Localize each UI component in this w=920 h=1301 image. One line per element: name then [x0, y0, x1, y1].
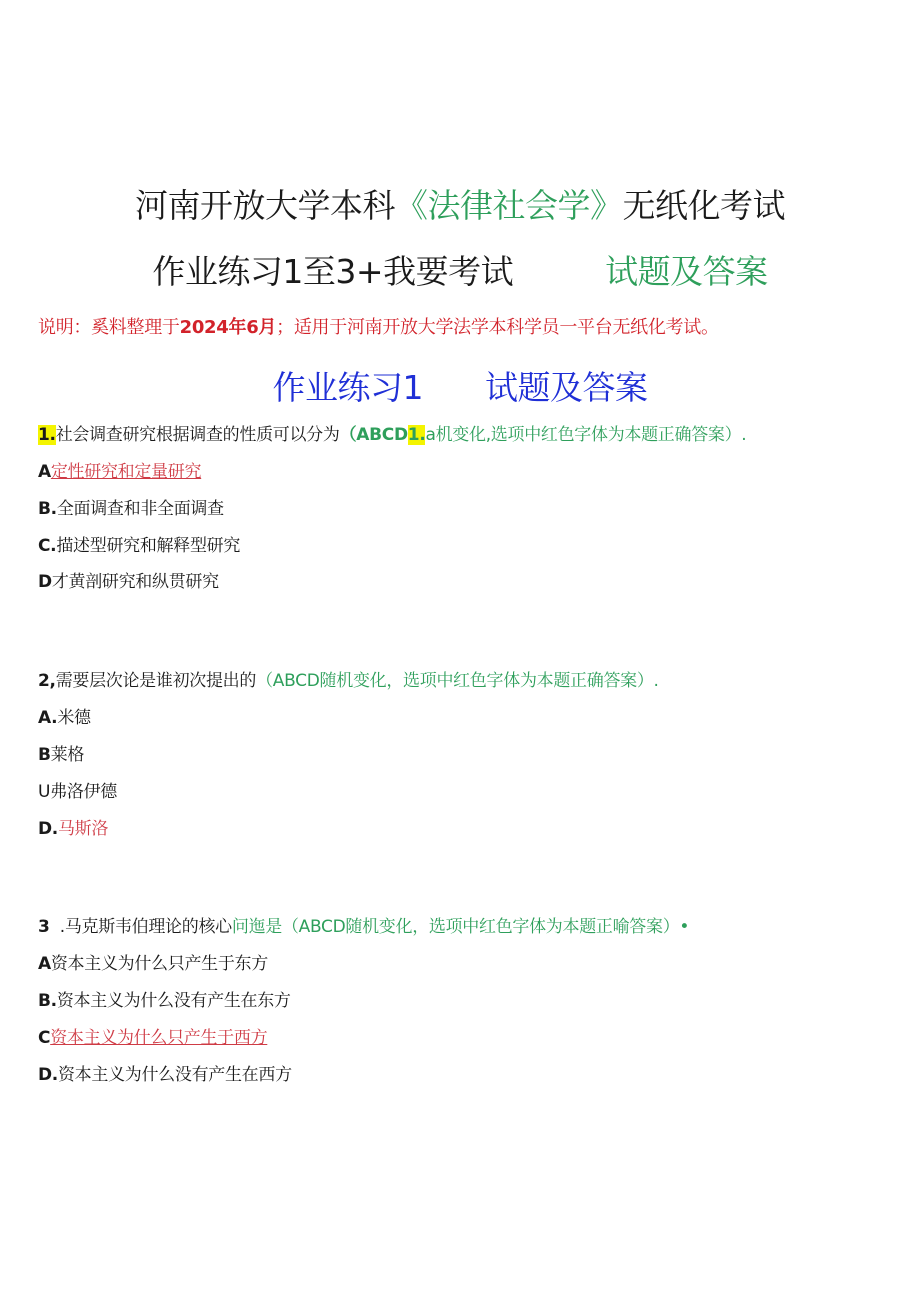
option-text: 弗洛伊德 [50, 782, 117, 802]
section-heading-right: 试题及答案 [485, 368, 648, 407]
option-letter: A [38, 954, 51, 974]
note-pre: 说明：奚料整理于 [38, 317, 180, 338]
question-text: 社会调查研究根据调查的性质可以分为 [55, 425, 340, 445]
document-title-line1 [0, 180, 920, 227]
option-2d [38, 814, 108, 839]
question-number: 2, [38, 671, 56, 691]
option-letter: U [38, 782, 51, 802]
option-3b [38, 986, 291, 1011]
option-1c [38, 531, 240, 556]
question-text: 需要层次论是谁初次提出的 [55, 671, 257, 691]
note-date: 2024年6月 [179, 317, 277, 338]
title-suffix: 无纸化考试 [622, 186, 785, 225]
option-3c [38, 1023, 267, 1048]
question-hint: （ABCD随机变化，选项中红色字体为本题正喻答案）• [281, 917, 690, 937]
option-text-correct: 定性研究和定量研究 [50, 462, 202, 482]
option-letter: A. [38, 708, 58, 728]
option-letter: D [38, 572, 52, 592]
question-2 [38, 666, 659, 691]
option-text: 才黄剖研究和纵贯研究 [51, 572, 219, 592]
option-text: 资本主义为什么没有产生在东方 [56, 991, 291, 1011]
option-3a [38, 949, 268, 974]
option-text: 资本主义为什么只产生于东方 [50, 954, 268, 974]
option-text-correct: 马斯洛 [57, 819, 109, 839]
option-1a [38, 457, 201, 482]
note-post: ；适用于河南开放大学法学本科学员一平台无纸化考试。 [276, 317, 719, 338]
option-text: 米德 [57, 708, 91, 728]
title-line2-left: 作业练习1至3+我要考试 [152, 252, 514, 291]
option-letter: B [38, 745, 51, 765]
question-number: 3 [38, 917, 50, 937]
option-text: 资本主义为什么没有产生在西方 [57, 1065, 292, 1085]
option-3d [38, 1060, 292, 1085]
question-text: .马克斯韦伯理论的核心 [49, 917, 232, 937]
option-2a [38, 703, 91, 728]
option-text-correct: 资本主义为什么只产生于西方 [50, 1028, 268, 1048]
title-line2-right: 试题及答案 [605, 252, 768, 291]
option-letter: B. [38, 499, 57, 519]
option-letter: D. [38, 819, 58, 839]
option-text: 莱格 [50, 745, 85, 765]
title-course-name: 《法律社会学》 [395, 186, 623, 225]
question-1 [38, 420, 746, 445]
option-text: 全面调查和非全面调查 [56, 499, 224, 519]
option-1b [38, 494, 224, 519]
document-note [38, 313, 719, 339]
option-letter: D. [38, 1065, 58, 1085]
section-heading-left: 作业练习1 [272, 368, 423, 407]
question-hint: （ABCD1.a机变化,选项中红色字体为本题正确答案）. [339, 425, 747, 445]
title-prefix: 河南开放大学本科 [135, 186, 395, 225]
option-letter: B. [38, 991, 57, 1011]
option-1d [38, 567, 219, 592]
section-heading [0, 362, 920, 409]
option-letter: C [38, 1028, 51, 1048]
document-title-line2 [0, 246, 920, 293]
question-text-tail: 问迤是 [231, 917, 282, 937]
question-hint: （ABCD随机变化，选项中红色字体为本题正确答案）. [256, 671, 659, 691]
option-text: 描述型研究和解释型研究 [56, 536, 241, 556]
option-letter: C. [38, 536, 57, 556]
option-2c [38, 777, 117, 802]
option-2b [38, 740, 84, 765]
question-3 [38, 912, 689, 937]
option-letter: A [38, 462, 51, 482]
question-number: 1. [38, 425, 56, 445]
